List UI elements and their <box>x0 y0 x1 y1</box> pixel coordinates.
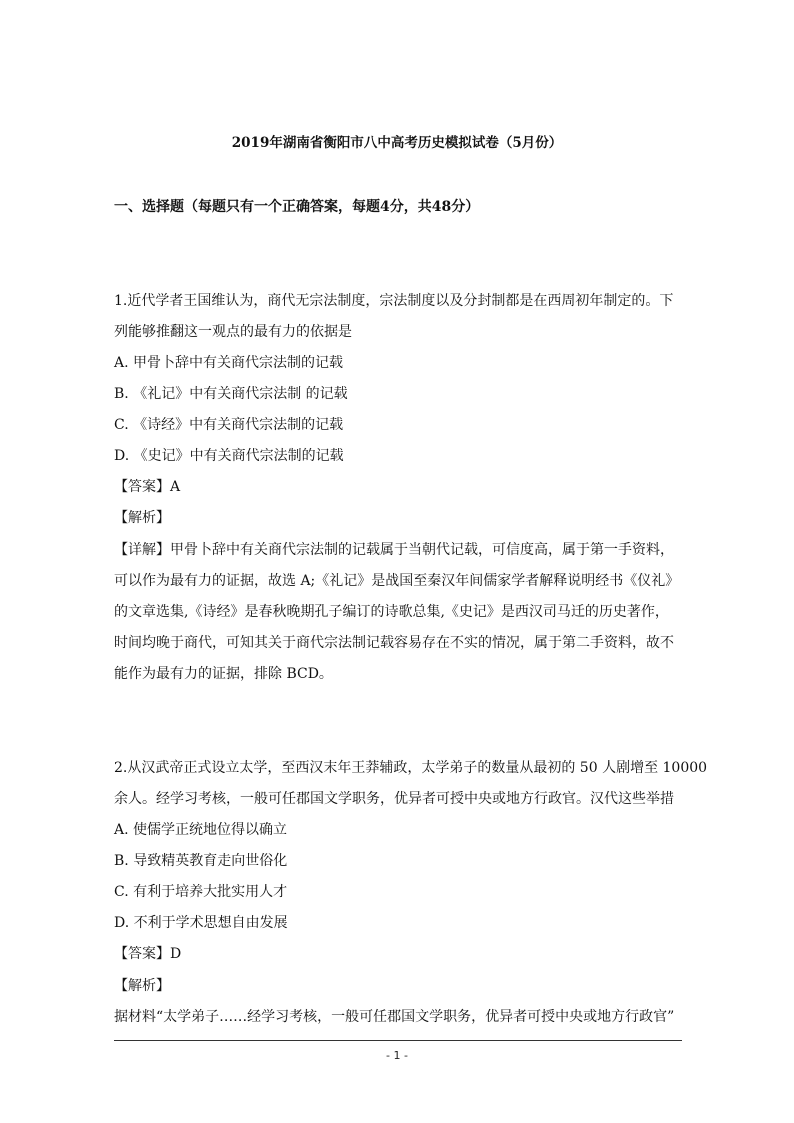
question-2-option-d: D. 不利于学术思想自由发展 <box>114 915 288 931</box>
question-2-analysis-line-1: 据材料“太学弟子……经学习考核，一般可任郡国文学职务，优异者可授中央或地方行政官” <box>114 1009 675 1025</box>
footer-divider <box>114 1040 682 1041</box>
question-2-option-b: B. 导致精英教育走向世俗化 <box>114 853 288 869</box>
question-2-stem-line-1: 2.从汉武帝正式设立太学，至西汉末年王莽辅政，太学弟子的数量从最初的 50 人剧增至 10000 <box>114 760 708 776</box>
question-1-option-b: B. 《礼记》中有关商代宗法制 的记载 <box>114 386 348 402</box>
page-title: 2019年湖南省衡阳市八中高考历史模拟试卷（5月份） <box>231 135 563 151</box>
question-1-option-a: A. 甲骨卜辞中有关商代宗法制的记载 <box>114 355 344 371</box>
question-1-option-d: D. 《史记》中有关商代宗法制的记载 <box>114 448 344 464</box>
question-1-detail-line-3: 的文章选集,《诗经》是春秋晚期孔子编订的诗歌总集,《史记》是西汉司马迁的历史著作， <box>114 604 669 620</box>
question-1-detail-line-4: 时间均晚于商代，可知其关于商代宗法制记载容易存在不实的情况，属于第二手资料，故不 <box>114 635 674 651</box>
question-1-stem-line-1: 1.近代学者王国维认为，商代无宗法制度，宗法制度以及分封制都是在西周初年制定的。下 <box>114 293 674 309</box>
question-2-analysis-label: 【解析】 <box>114 978 170 994</box>
question-1-detail-line-5: 能作为最有力的证据，排除 BCD。 <box>114 666 333 682</box>
page-number: - 1 - <box>386 1049 408 1062</box>
question-1-stem-line-2: 列能够推翻这一观点的最有力的依据是 <box>114 324 352 340</box>
question-2-option-a: A. 使儒学正统地位得以确立 <box>114 822 288 838</box>
question-2-stem-line-2: 余人。经学习考核，一般可任郡国文学职务，优异者可授中央或地方行政官。汉代这些举措 <box>114 791 674 807</box>
question-1-detail-line-2: 可以作为最有力的证据，故选 A;《礼记》是战国至秦汉年间儒家学者解释说明经书《仪礼》 <box>114 573 680 589</box>
question-1-answer: 【答案】A <box>114 479 181 495</box>
question-2-option-c: C. 有利于培养大批实用人才 <box>114 884 288 900</box>
question-2-answer: 【答案】D <box>114 946 182 962</box>
question-1-option-c: C. 《诗经》中有关商代宗法制的记载 <box>114 417 344 433</box>
question-1-analysis-label: 【解析】 <box>114 510 170 526</box>
question-1-detail-line-1: 【详解】甲骨卜辞中有关商代宗法制的记载属于当朝代记载，可信度高，属于第一手资料， <box>114 542 674 558</box>
section-heading: 一、选择题（每题只有一个正确答案，每题4分，共48分） <box>114 199 480 215</box>
